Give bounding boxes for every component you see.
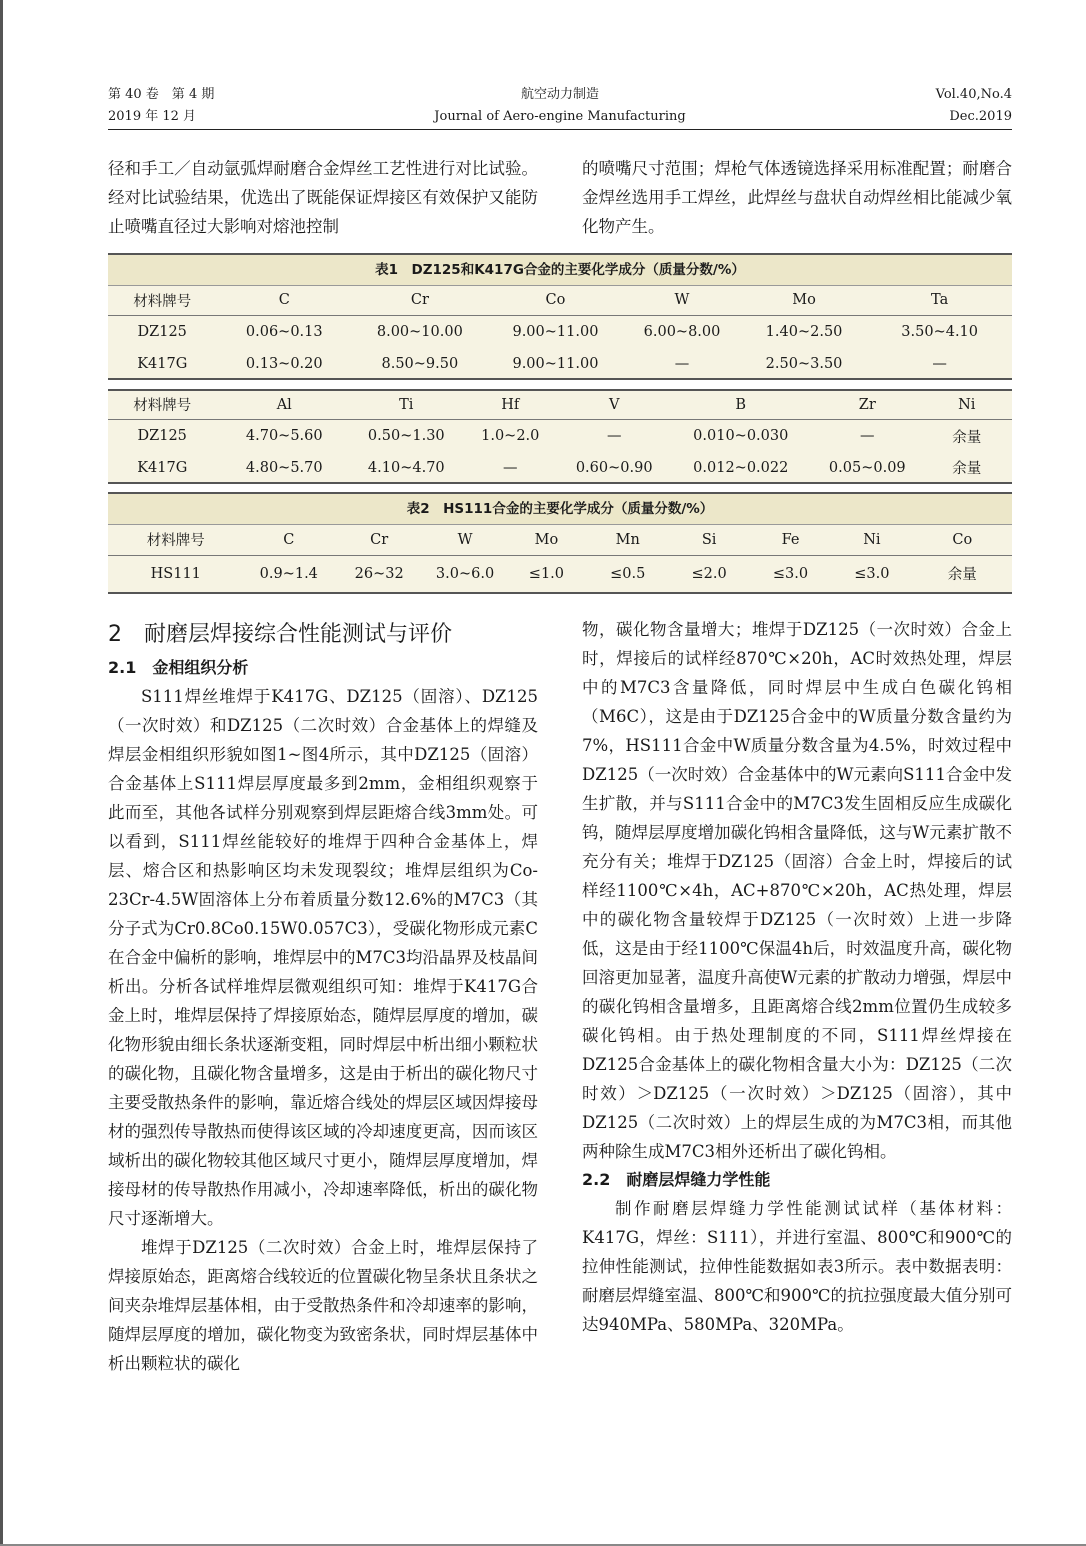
table-row <box>108 453 1012 483</box>
column-header: 材料牌号 <box>108 390 216 419</box>
table-cell: 0.05~0.09 <box>828 459 906 476</box>
table-1-block-2 <box>108 389 1012 484</box>
journal-title-en: Journal of Aero-engine Manufacturing <box>434 109 686 124</box>
column-header: 材料牌号 <box>108 525 244 555</box>
paragraph: 径和手工／自动氩弧焊耐磨合金焊丝工艺性进行对比试验。经对比试验结果，优选出了既能保证焊接区有效保护又能防止喷嘴直径过大影响对熔池控制 <box>108 159 538 236</box>
column-header: 材料牌号 <box>108 286 216 315</box>
table-cell: ≤3.0 <box>854 565 890 582</box>
paragraph: S111焊丝堆焊于K417G、DZ125（固溶）、DZ125（一次时效）和DZ125（二次时效）合金基体上的焊缝及焊层金相组织形貌如图1~图4所示，其中DZ125（固溶）合金基体上S111焊层厚度最多到2mm，金相组织观察于此而至，其他各试样分别观察到焊层距熔合线3mm处。可以看到，S111焊丝能较好的堆焊于四种合金基体上，焊层、熔合区和热影响区均未发现裂纹；堆焊层组织为Co-23Cr-4.5W固溶体上分布着质量分数12.6%的M7C3（其分子式为Cr0.8Co0.15W0.057C3），受碳化物形成元素C在合金中偏析的影响，堆焊层中的M7C3均沿晶界及枝晶间析出。分析各试样堆焊层微观组织可知：堆焊于K417G合金上时，堆焊层保持了焊接原始态，随焊层厚度的增加，碳化物形貌由细长条状逐渐变粗，同时焊层中析出细小颗粒状的碳化物，且碳化物含量增多，这是由于析出的碳化物尺寸主要受散热条件的影响，靠近熔合线处的焊层区域因焊接母材的强烈传导散热而使得该区域的冷却速度更高，因而该区域析出的碳化物较其他区域尺寸更小，随焊层厚度增加，焊接母材的传导散热作用减小，冷却速率降低，析出的碳化物尺寸逐渐增大。 <box>108 687 539 1228</box>
column-header: Mo <box>506 525 587 555</box>
header-center <box>108 84 1012 128</box>
header-right <box>936 84 1012 128</box>
date-en: Dec.2019 <box>949 109 1012 124</box>
subsection-heading: 2.2 耐磨层焊缝力学性能 <box>582 1170 771 1189</box>
column-header: Co <box>913 525 1012 555</box>
table-cell: ≤1.0 <box>528 565 565 582</box>
paragraph: 物，碳化物含量增大；堆焊于DZ125（一次时效）合金上时，焊接后的试样经870℃×20h，AC时效热处理，焊层中的M7C3含量降低，同时焊层中生成白色碳化钨相（M6C），这是由于DZ125合金中的W质量分数含量约为7%，HS111合金中W质量分数含量为4.5%，时效过程中DZ125（一次时效）合金基体中的W元素向S111合金中发生扩散，并与S111合金中的M7C3发生固相反应生成碳化钨，随焊层厚度增加碳化钨相含量降低，这与W元素扩散不充分有关；堆焊于DZ125（固溶）合金上时，焊接后的试样经1100℃×4h，AC+870℃×20h，AC热处理，焊层中的碳化物含量较焊于DZ125（一次时效）上进一步降低，这是由于经1100℃保温4h后，时效温度升高，碳化物回溶更加显著，温度升高使W元素的扩散动力增强，焊层中的碳化钨相含量增多，且距离熔合线2mm位置仍生成较多碳化钨相。由于热处理制度的不同，S111焊丝焊接在DZ125合金基体上的碳化物相含量大小为：DZ125（二次时效）＞DZ125（一次时效）＞DZ125（固溶），其中DZ125（二次时效）上的焊层生成的为M7C3相，而其他两种除生成M7C3相外还析出了碳化钨相。 <box>582 620 1012 1161</box>
paragraph: 堆焊于DZ125（二次时效）合金上时，堆焊层保持了焊接原始态，距离熔合线较近的位置碳化物呈条状且条状之间夹杂堆焊层基体相，由于受散热条件和冷却速率的影响，随焊层厚度的增加，碳化物变为致密条状，同时焊层基体中析出颗粒状的碳化 <box>108 1238 538 1373</box>
column-header: W <box>424 525 505 555</box>
header-divider <box>108 129 1012 130</box>
table-cell: 8.00~10.00 <box>376 324 463 341</box>
table-cell: HS111 <box>150 565 201 582</box>
table-cell: 余量 <box>952 461 982 477</box>
journal-title-cn: 航空动力制造 <box>520 87 599 102</box>
table-1 <box>108 253 1012 484</box>
table-cell: K417G <box>137 459 188 476</box>
column-right <box>582 615 1012 1339</box>
table-row <box>108 555 1012 593</box>
paragraph: 的喷嘴尺寸范围；焊枪气体透镜选择采用标准配置；耐磨合金焊丝选用手工焊丝，此焊丝与盘状自动焊丝相比能减少氧化物产生。 <box>582 159 1012 236</box>
table-cell: 3.50~4.10 <box>901 324 979 341</box>
table-caption: 表1 DZ125和K417G合金的主要化学成分（质量分数/%） <box>108 253 1012 286</box>
table-cell: 0.13~0.20 <box>245 355 323 372</box>
table-cell: DZ125 <box>137 324 187 341</box>
table-2 <box>108 492 1012 594</box>
column-header: Zr <box>813 390 921 419</box>
table-cell: 4.70~5.60 <box>245 428 323 445</box>
table-cell: 9.00~11.00 <box>512 324 599 341</box>
table-cell: 0.012~0.022 <box>693 459 789 476</box>
column-header: B <box>668 390 813 419</box>
table-cell: 1.40~2.50 <box>765 324 843 341</box>
column-header: Ta <box>867 286 1012 315</box>
column-left-top <box>108 154 538 241</box>
table-cell: 8.50~9.50 <box>381 355 459 372</box>
column-header: Cr <box>352 286 488 315</box>
table-row <box>108 315 1012 349</box>
date-cn: 2019 年 12 月 <box>108 109 197 124</box>
column-header: C <box>216 286 352 315</box>
table-cell: 6.00~8.00 <box>643 324 721 341</box>
column-header: Al <box>216 390 352 419</box>
table-cell: 3.0~6.0 <box>435 565 495 582</box>
table-cell: 9.00~11.00 <box>512 355 599 372</box>
table-caption: 表2 HS111合金的主要化学成分（质量分数/%） <box>108 492 1012 525</box>
column-header: Hf <box>461 390 560 419</box>
table-cell: 余量 <box>952 429 982 446</box>
subsection-heading: 2.1 金相组织分析 <box>108 658 249 677</box>
table-cell: — <box>932 355 947 372</box>
column-header: Ti <box>352 390 460 419</box>
table-cell: ≤2.0 <box>691 565 727 582</box>
column-header: V <box>560 390 668 419</box>
column-right-top <box>582 154 1012 241</box>
table-cell: 余量 <box>947 567 977 584</box>
table-cell: 0.60~0.90 <box>575 459 653 476</box>
table-cell: 1.0~2.0 <box>481 428 540 445</box>
table-2-body <box>108 525 1012 594</box>
table-cell: 4.10~4.70 <box>367 459 445 476</box>
column-header: Ni <box>831 525 912 555</box>
column-header: Mn <box>587 525 668 555</box>
column-header: Cr <box>334 525 424 555</box>
table-cell: 0.06~0.13 <box>245 324 323 341</box>
table-cell: — <box>606 428 622 445</box>
column-header: W <box>623 286 741 315</box>
table-1-block-1 <box>108 286 1012 380</box>
volume-issue: 第 40 卷 第 4 期 <box>108 87 215 102</box>
table-cell: 0.50~1.30 <box>367 428 445 445</box>
table-row <box>108 349 1012 379</box>
paragraph: 制作耐磨层焊缝力学性能测试试样（基体材料：K417G，焊丝：S111），并进行室温、800℃和900℃的拉伸性能测试，拉伸性能数据如表3所示。表中数据表明：耐磨层焊缝室温、800℃和900℃的抗拉强度最大值分别可达940MPa、580MPa、320MPa。 <box>582 1199 1012 1334</box>
table-cell: ≤0.5 <box>610 565 646 582</box>
column-left <box>108 618 538 1378</box>
table-gap <box>108 380 1012 389</box>
table-cell: 26~32 <box>354 565 404 582</box>
column-header: Ni <box>922 390 1012 419</box>
section-heading: 2 耐磨层焊接综合性能测试与评价 <box>108 622 452 647</box>
column-header: Fe <box>750 525 831 555</box>
table-cell: 0.010~0.030 <box>693 428 789 445</box>
column-header: Si <box>668 525 749 555</box>
column-header: C <box>244 525 334 555</box>
table-cell: ≤3.0 <box>772 565 809 582</box>
column-header: Co <box>488 286 624 315</box>
table-cell: 0.9~1.4 <box>259 565 318 582</box>
column-header: Mo <box>741 286 868 315</box>
table-cell: — <box>674 355 690 372</box>
table-row <box>108 419 1012 453</box>
page-edge-left <box>0 0 3 1546</box>
table-cell: K417G <box>137 355 188 372</box>
volume-en: Vol.40,No.4 <box>935 87 1012 102</box>
table-cell: — <box>503 459 518 476</box>
table-cell: 4.80~5.70 <box>245 459 323 476</box>
table-cell: — <box>860 428 875 445</box>
table-cell: 2.50~3.50 <box>765 355 843 372</box>
table-cell: DZ125 <box>137 428 187 445</box>
running-header <box>108 84 1012 128</box>
